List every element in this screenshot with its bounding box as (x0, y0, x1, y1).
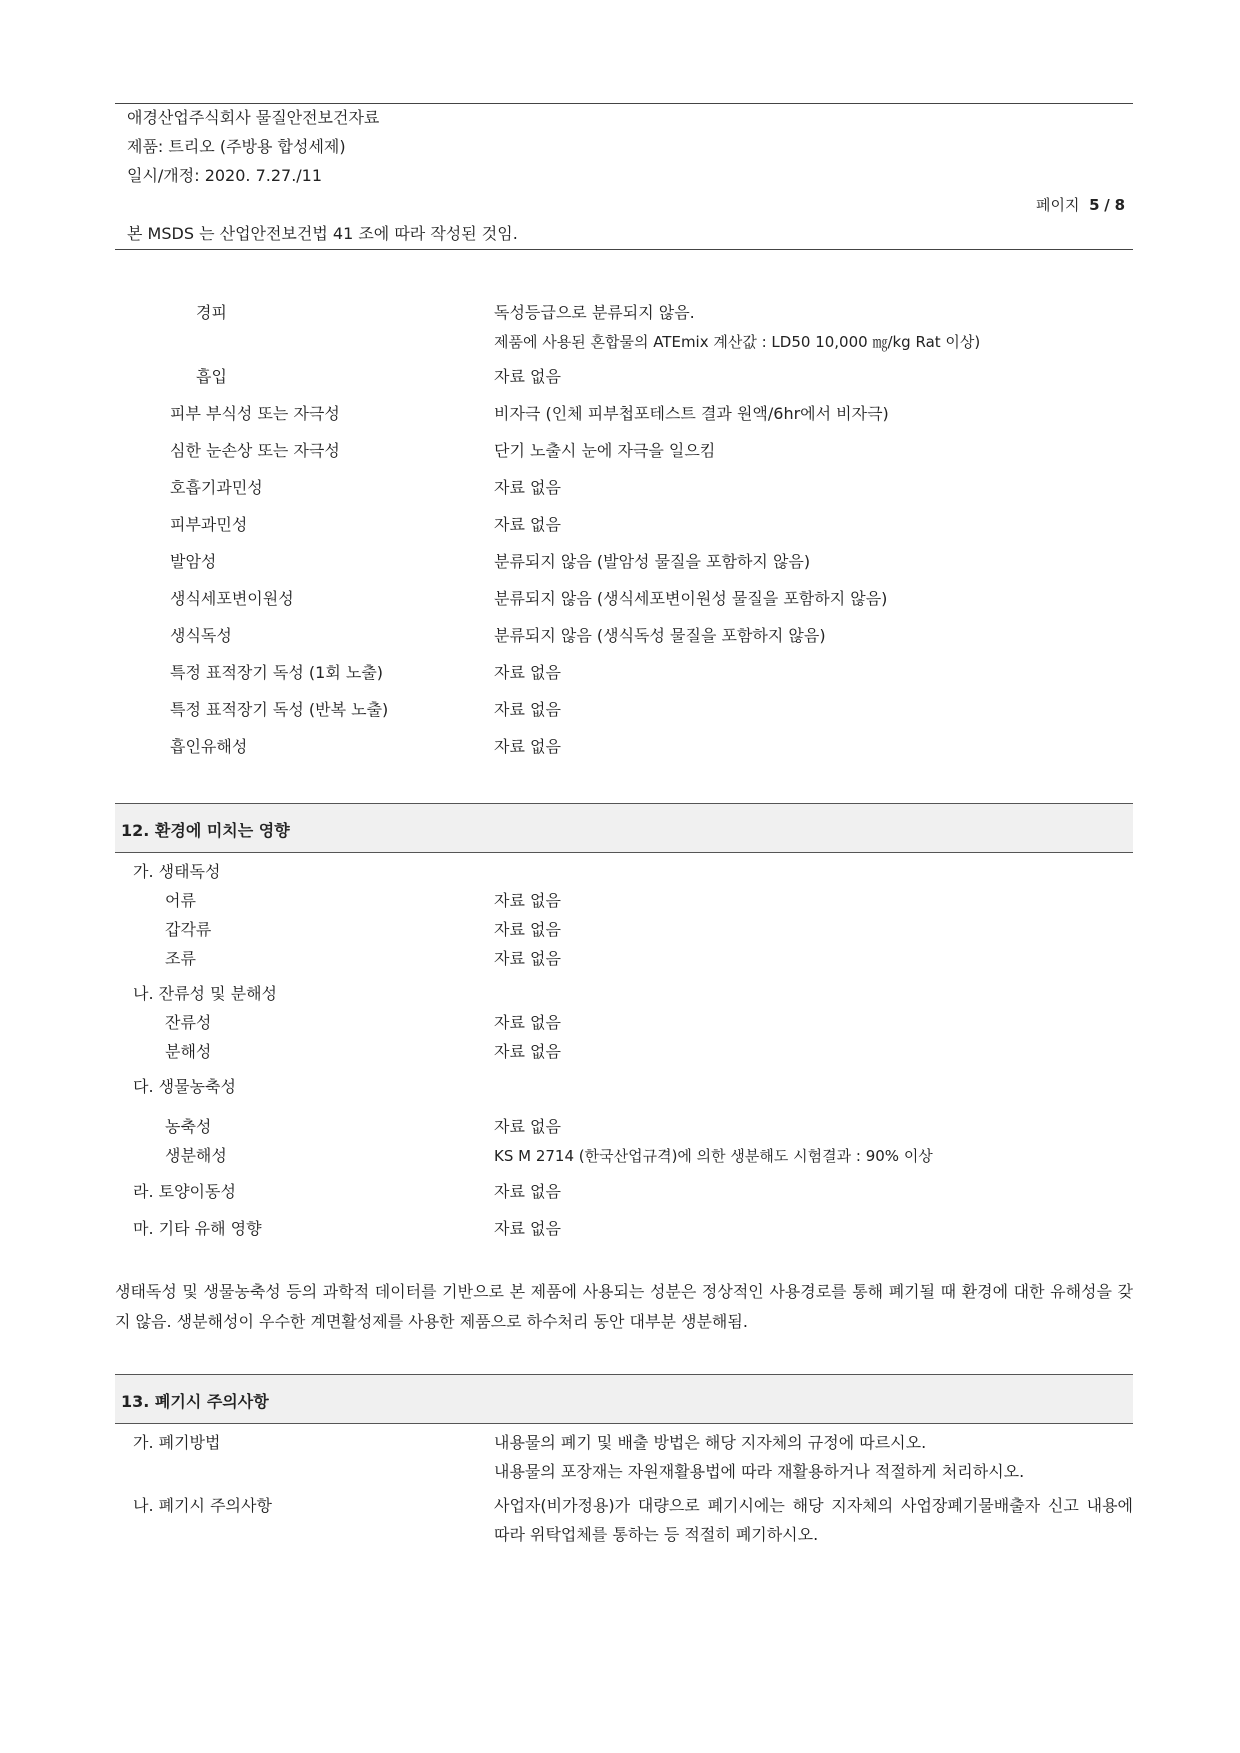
degradability-label: 분해성 (165, 1042, 212, 1061)
degradability-value: 자료 없음 (494, 1042, 561, 1061)
disposal-caution-text: 사업자(비가정용)가 대량으로 폐기시에는 해당 지자체의 사업장폐기물배출자 신고 내용에 따라 위탁업체를 통하는 등 적절히 폐기하시오. (494, 1496, 1133, 1544)
tox-row-label: 심한 눈손상 또는 자극성 (170, 441, 340, 460)
tox-row-label: 생식독성 (170, 626, 232, 645)
product-name: 제품: 트리오 (주방용 합성세제) (127, 137, 346, 156)
section-12-header (115, 803, 1133, 853)
eco-toxicity-label: 가. 생태독성 (133, 862, 221, 881)
tox-row-value: 자료 없음 (494, 515, 561, 534)
tox-row-value: 분류되지 않음 (생식독성 물질을 포함하지 않음) (494, 626, 826, 645)
section-13-title: 13. 폐기시 주의사항 (121, 1392, 269, 1411)
header-bottom-rule (115, 249, 1133, 250)
tox-row-label: 발암성 (170, 552, 217, 571)
tox-row-value: 자료 없음 (494, 478, 561, 497)
soil-mobility-value: 자료 없음 (494, 1182, 561, 1201)
inhalation-label: 흡입 (196, 367, 227, 386)
section-12-title: 12. 환경에 미치는 영향 (121, 821, 290, 840)
page-label: 페이지 (1036, 196, 1080, 214)
dermal-value-1: 독성등급으로 분류되지 않음. (494, 303, 695, 322)
other-effects-value: 자료 없음 (494, 1219, 561, 1238)
accumulation-label: 농축성 (165, 1117, 212, 1136)
disposal-caution-label: 나. 폐기시 주의사항 (133, 1496, 272, 1515)
inhalation-value: 자료 없음 (494, 367, 561, 386)
biodegradability-label: 생분해성 (165, 1146, 227, 1165)
residual-label: 잔류성 (165, 1013, 212, 1032)
persistence-label: 나. 잔류성 및 분해성 (133, 984, 277, 1003)
crustacea-value: 자료 없음 (494, 920, 561, 939)
disposal-method-text (494, 1428, 1133, 1486)
msds-note: 본 MSDS 는 산업안전보건법 41 조에 따라 작성된 것임. (127, 224, 518, 243)
revision-date: 일시/개정: 2020. 7.27./11 (127, 166, 323, 185)
algae-label: 조류 (165, 949, 196, 968)
page-current: 5 (1089, 196, 1100, 214)
tox-row-value: 비자극 (인체 피부첩포테스트 결과 원액/6hr에서 비자극) (494, 404, 889, 423)
residual-value: 자료 없음 (494, 1013, 561, 1032)
tox-row-label: 특정 표적장기 독성 (1회 노출) (170, 663, 384, 682)
page-separator: / (1104, 196, 1110, 214)
header-top-rule (115, 103, 1133, 104)
other-effects-label: 마. 기타 유해 영향 (133, 1219, 262, 1238)
tox-row-value: 자료 없음 (494, 737, 561, 756)
company-title: 애경산업주식회사 물질안전보건자료 (127, 108, 380, 127)
tox-row-label: 생식세포변이원성 (170, 589, 294, 608)
tox-row-value: 자료 없음 (494, 663, 561, 682)
tox-row-label: 특정 표적장기 독성 (반복 노출) (170, 700, 389, 719)
crustacea-label: 갑각류 (165, 920, 212, 939)
tox-row-value: 단기 노출시 눈에 자극을 일으킴 (494, 441, 716, 460)
page-number (1036, 195, 1125, 215)
algae-value: 자료 없음 (494, 949, 561, 968)
tox-row-label: 흡인유해성 (170, 737, 248, 756)
bioaccumulation-label: 다. 생물농축성 (133, 1077, 236, 1096)
tox-row-label: 피부과민성 (170, 515, 248, 534)
section-12-paragraph: 생태독성 및 생물농축성 등의 과학적 데이터를 기반으로 본 제품에 사용되는 성분은 정상적인 사용경로를 통해 폐기될 때 환경에 대한 유해성을 갖지 않음. 생분해성이 우수한 계면활성제를 사용한 제품으로 하수처리 동안 대부분 생분해됨. (115, 1282, 1133, 1331)
fish-value: 자료 없음 (494, 891, 561, 910)
dermal-value-2: 제품에 사용된 혼합물의 ATEmix 계산값 : LD50 10,000 ㎎/kg Rat 이상) (494, 333, 981, 351)
tox-row-label: 피부 부식성 또는 자극성 (170, 404, 340, 423)
tox-row-value: 자료 없음 (494, 700, 561, 719)
accumulation-value: 자료 없음 (494, 1117, 561, 1136)
biodegradability-value: KS M 2714 (한국산업규격)에 의한 생분해도 시험결과 : 90% 이상 (494, 1147, 933, 1165)
tox-row-label: 호흡기과민성 (170, 478, 263, 497)
soil-mobility-label: 라. 토양이동성 (133, 1182, 236, 1201)
disposal-method-line: 내용물의 폐기 및 배출 방법은 해당 지자체의 규정에 따르시오. (494, 1433, 927, 1452)
page-total: 8 (1114, 196, 1125, 214)
section-13-header (115, 1374, 1133, 1424)
tox-row-value: 분류되지 않음 (생식세포변이원성 물질을 포함하지 않음) (494, 589, 888, 608)
tox-row-value: 분류되지 않음 (발암성 물질을 포함하지 않음) (494, 552, 811, 571)
fish-label: 어류 (165, 891, 196, 910)
disposal-method-line: 내용물의 포장재는 자원재활용법에 따라 재활용하거나 적절하게 처리하시오. (494, 1462, 1025, 1481)
dermal-label: 경피 (196, 303, 227, 322)
disposal-method-label: 가. 폐기방법 (133, 1433, 221, 1452)
